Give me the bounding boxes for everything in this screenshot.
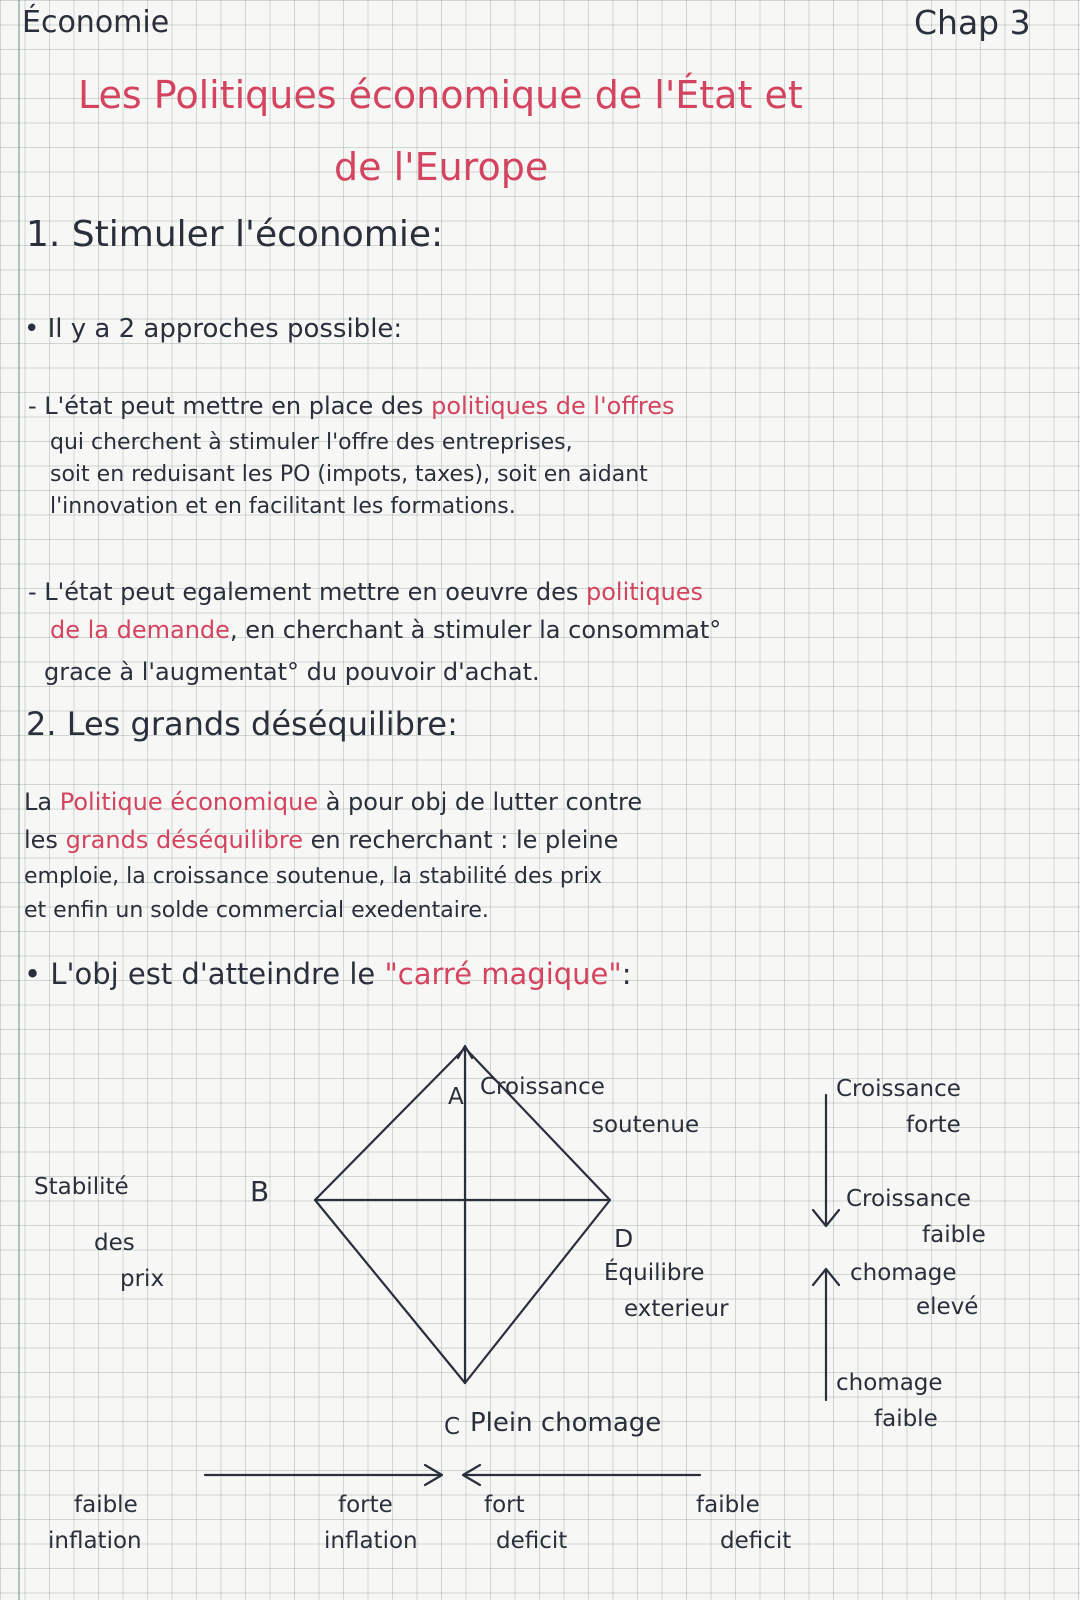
right-mid-label-4: elevé	[916, 1294, 979, 1320]
supply-policy-line-3: soit en reduisant les PO (impots, taxes), soit en aidant	[50, 462, 648, 487]
section-2-text-2: en recherchant : le pleine	[303, 826, 619, 854]
chapter-label: Chap 3	[914, 3, 1031, 42]
right-top-label-1: Croissance	[836, 1076, 961, 1102]
section-2-line-4: et enfin un solde commercial exedentaire.	[24, 898, 489, 923]
right-mid-label-3: chomage	[850, 1260, 957, 1286]
supply-policy-term: politiques de l'offres	[431, 392, 675, 420]
demand-policy-line-3: grace à l'augmentat° du pouvoir d'achat.	[44, 658, 540, 686]
demand-policy-term-1: politiques	[586, 578, 704, 606]
bottom-label-4a: faible	[696, 1492, 760, 1518]
bottom-label-3a: fort	[484, 1492, 525, 1518]
page-title-line-2: de l'Europe	[334, 145, 549, 189]
demand-policy-term-2: de la demande	[50, 616, 230, 644]
policy-term: Politique économique	[59, 788, 319, 816]
vertex-d-text-1: Équilibre	[604, 1260, 705, 1286]
bottom-label-1b: inflation	[48, 1528, 142, 1554]
vertex-b-text-2: des	[94, 1230, 135, 1256]
section-2-line-3: emploie, la croissance soutenue, la stabilité des prix	[24, 864, 603, 889]
section-1-heading: 1. Stimuler l'économie:	[26, 214, 444, 255]
right-bottom-label-1: chomage	[836, 1370, 943, 1396]
demand-rest-text: , en cherchant à stimuler la consommat°	[229, 616, 722, 644]
subject-label: Économie	[22, 5, 170, 40]
vertex-b-label: B	[250, 1175, 270, 1208]
right-mid-label-2: faible	[922, 1222, 986, 1248]
magic-square-term: "carré magique"	[384, 957, 622, 991]
bottom-label-1a: faible	[74, 1492, 138, 1518]
section-2-text-1: à pour obj de lutter contre	[318, 788, 643, 816]
right-top-label-2: forte	[906, 1112, 961, 1138]
bottom-label-4b: deficit	[720, 1528, 792, 1554]
goal-colon: :	[621, 957, 632, 991]
right-bottom-label-2: faible	[874, 1406, 938, 1432]
bottom-label-2b: inflation	[324, 1528, 418, 1554]
vertex-c-text: Plein chomage	[470, 1408, 662, 1438]
section-2-heading: 2. Les grands déséquilibre:	[26, 705, 458, 743]
section-1-intro: • Il y a 2 approches possible:	[24, 314, 403, 344]
vertex-c-label: C	[444, 1414, 461, 1440]
vertex-d-text-2: exterieur	[624, 1296, 729, 1322]
vertex-a-text-2: soutenue	[592, 1112, 700, 1138]
supply-policy-line-4: l'innovation et en facilitant les formations.	[50, 494, 516, 519]
vertex-b-text-3: prix	[120, 1266, 165, 1292]
section-2-prefix-2: les	[24, 826, 66, 854]
vertex-a-text-1: Croissance	[480, 1074, 605, 1100]
page-title-line-1: Les Politiques économique de l'État et	[78, 73, 803, 117]
bottom-label-3b: deficit	[496, 1528, 568, 1554]
demand-lead-text: - L'état peut egalement mettre en oeuvre des	[28, 578, 586, 606]
right-mid-label-1: Croissance	[846, 1186, 971, 1212]
supply-policy-line-2: qui cherchent à stimuler l'offre des entreprises,	[50, 430, 573, 455]
vertex-b-text-1: Stabilité	[34, 1174, 129, 1200]
goal-lead-text: • L'obj est d'atteindre le	[24, 957, 385, 991]
bottom-label-2a: forte	[338, 1492, 393, 1518]
section-2-prefix-1: La	[24, 788, 60, 816]
supply-lead-text: - L'état peut mettre en place des	[28, 392, 432, 420]
imbalances-term: grands déséquilibre	[65, 826, 304, 854]
vertex-d-label: D	[614, 1224, 634, 1253]
vertex-a-label: A	[448, 1084, 464, 1110]
